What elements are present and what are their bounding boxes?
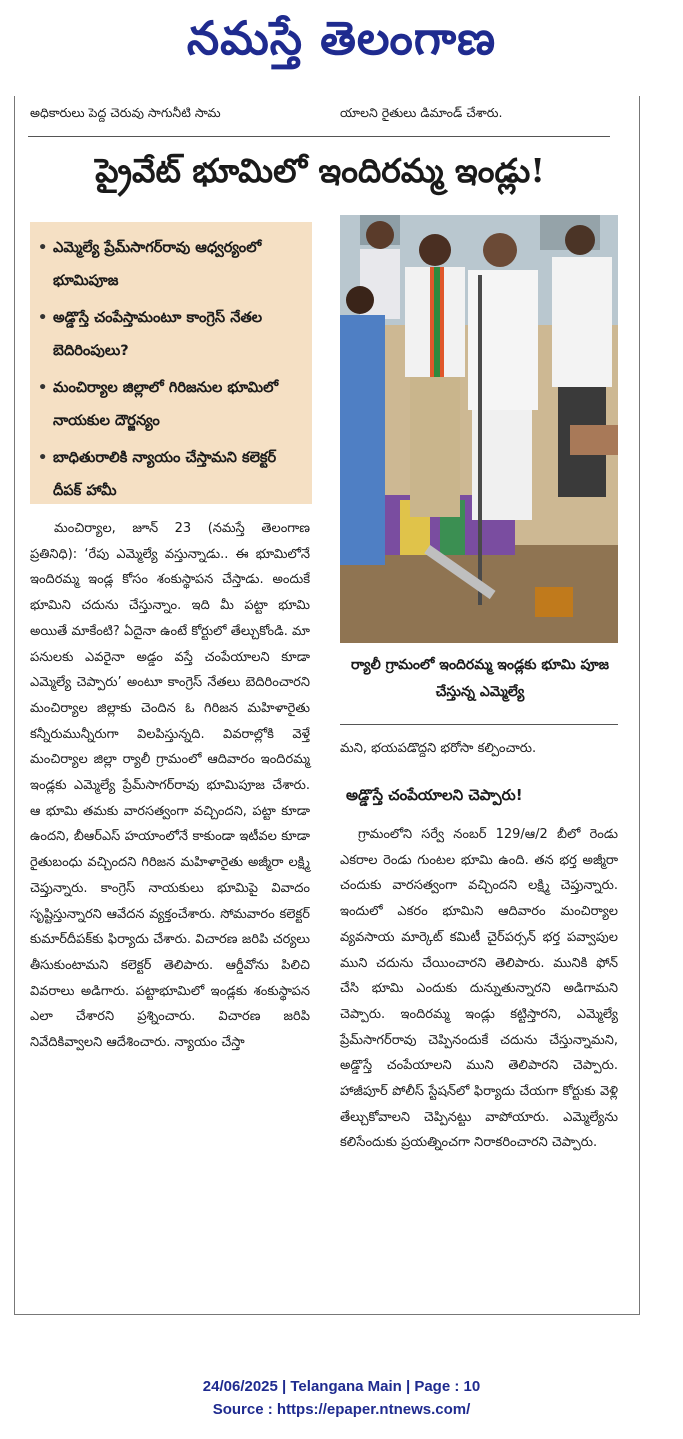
body-paragraph: మంచిర్యాల, జూన్ 23 (నమస్తే తెలంగాణ ప్రతినిధి): ‘రేపు ఎమ్మెల్యే వస్తున్నాడు.. ఈ భూమిలోనే ఇందిరమ్మ ఇండ్ల కోసం శంకుస్థాపన చేస్తాడు. అందుకే భూమిని చదును చేస్తున్నాం. ఇది మీ పట్టా భూమి అయితే మాకేంటి? ఏదైనా ఉంటే కోర్టులో తేల్చుకోండి. మా పనులకు ఎవరైనా అడ్డం వస్తే చంపేయాలని కూడా ఎమ్మెల్యే చెప్పారు’ అంటూ కాంగ్రెస్ నేతలు బెదిరించారని మంచిర్యాల జిల్లాకు చెందిన ఓ గిరిజన మహిళారైతు కన్నీరుమున్నీరుగా విలపిస్తున్నది. వివరాల్లోకి వెళ్తే మంచిర్యాల జిల్లా ర్యాలీ గ్రామంలో ఆదివారం ఇందిరమ్మ ఇండ్లకు ఎమ్మెల్యే ప్రేమ్‌సాగర్‌రావు భూమిపూజ చేశారు. ఆ భూమి తమకు వారసత్వంగా వచ్చిందని, పట్టా కూడా ఉందని, బీఆర్‌ఎస్ హయాంలోనే కాకుండా ఇటీవల కూడా రైతుబంధు వచ్చిందని గిరిజన మహిళారైతు అజ్మీరా లక్ష్మి చెప్తున్నారు. కాంగ్రెస్ నాయకులు భూమిపై వివాదం సృష్టిస్తున్నారని ఆవేదన వ్యక్తంచేశారు. సోమవారం కలెక్టర్ కుమార్‌దీపక్‌కు ఫిర్యాదు చేశారు. విచారణ జరిపి చర్యలు తీసుకుంటామని కలెక్టర్ తెలిపారు. ఆర్డీవోను పిలిచి వివరాలు అడిగారు. పట్టాభూమిలో ఇండ్లకు శంకుస్థాపన ఎలా చేశారని ప్రశ్నించారు. విచారణ జరిపి నివేదికివ్వాలని ఆదేశించారు. న్యాయం చేస్తా (30, 521, 310, 1051)
article-body-right (340, 822, 618, 1156)
article-subheading: అడ్డొస్తే చంపేయాలని చెప్పారు! (346, 786, 523, 804)
previous-article-tail-right: యాలని రైతులు డిమాండ్ చేశారు. (340, 105, 503, 120)
news-photo (340, 215, 618, 643)
highlight-item: • ఎమ్మెల్యే ప్రేమ్‌సాగర్‌రావు ఆధ్వర్యంలో భూమిపూజ (38, 231, 306, 297)
highlight-item: • మంచిర్యాల జిల్లాలో గిరిజనుల భూమిలో నాయకుల దౌర్జన్యం (38, 371, 306, 437)
photo-illustration (340, 215, 618, 643)
article-body-right-lead: మని, భయపడొద్దని భరోసా కల్పించారు. (340, 741, 537, 756)
body-paragraph: గ్రామంలోని సర్వే నంబర్ 129/ఆ/2 బీలో రెండు ఎకరాల రెండు గుంటల భూమి ఉంది. తన భర్త అజ్మీరా చందుకు వారసత్వంగా వచ్చిందని లక్ష్మి చెప్తున్నారు. ఇందులో ఎకరం భూమిని ఆదివారం మంచిర్యాల వ్యవసాయ మార్కెట్ కమిటీ చైర్‌పర్సన్ భర్త పవ్వాపుల ముని చదును చేయించారని తెలిపారు. మునికి ఫోన్ చేసి భూమి ఎందుకు దున్నుతున్నారని అడిగామని చెప్పారు. ఇందిరమ్మ ఇండ్లు కట్టిస్తారని, ఎమ్మెల్యే ప్రేమ్‌సాగర్‌రావు చెప్పినందుకే చదును చేస్తున్నామని, అడ్డొస్తే చంపేయాలని ముని తెలిపారని చెప్పారు. హాజీపూర్ పోలీస్ స్టేషన్‌లో ఫిర్యాదు చేయగా కోర్టుకు వెళ్లి తేల్చుకోవాలని చెప్పినట్టు వాపోయారు. ఎమ్మెల్యేను కలిసేందుకు ప్రయత్నించగా నిరాకరించారని చెప్పారు. (340, 827, 618, 1151)
footer-date-line: 24/06/2025 | Telangana Main | Page : 10 (202, 1378, 481, 1395)
article-body-left (30, 516, 310, 1056)
highlight-item: • బాధితురాలికి న్యాయం చేస్తామని కలెక్టర్ దీపక్ హామీ (38, 441, 306, 507)
previous-article-tail-left: అధికారులు పెద్ద చెరువు సాగునీటి సామ (30, 105, 221, 120)
photo-caption: ర్యాలీ గ్రామంలో ఇందిరమ్మ ఇండ్లకు భూమి పూజ చేస్తున్న ఎమ్మెల్యే (350, 657, 609, 700)
highlight-item: • అడ్డొస్తే చంపేస్తామంటూ కాంగ్రెస్ నేతల బెదిరింపులు? (38, 301, 306, 367)
divider (340, 724, 618, 725)
article-headline: ప్రైవేట్ భూమిలో ఇందిరమ్మ ఇండ్లు! (95, 151, 545, 190)
divider (28, 136, 610, 137)
highlights-box (30, 222, 312, 504)
newspaper-masthead: నమస్తే తెలంగాణ (186, 11, 497, 65)
footer-source-line: Source : https://epaper.ntnews.com/ (212, 1401, 471, 1418)
